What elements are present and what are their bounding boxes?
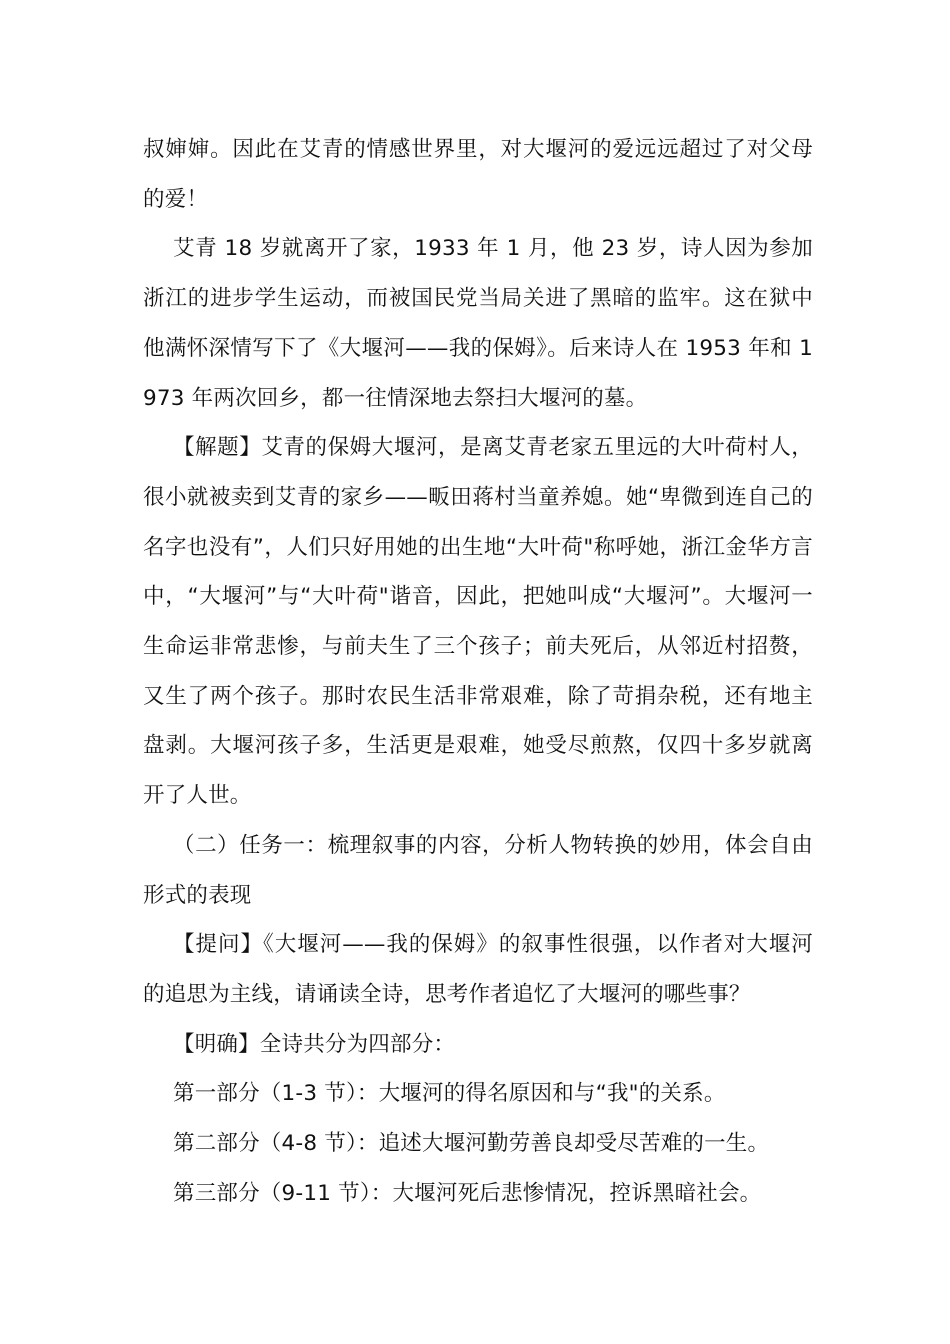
list-item-part-one: 第一部分（1-3 节）：大堰河的得名原因和与“我"的关系。	[173, 1081, 726, 1107]
paragraph-task-heading: （二）任务一：梳理叙事的内容，分析人物转换的妙用，体会自由形式的表现	[143, 832, 813, 908]
document-body	[143, 125, 813, 1218]
paragraph-continuation: 叔婶婶。因此在艾青的情感世界里，对大堰河的爱远远超过了对父母的爱！	[143, 137, 813, 212]
paragraph-title-explanation: 【解题】艾青的保姆大堰河，是离艾青老家五里远的大叶荷村人，很小就被卖到艾青的家乡——畈田蒋村当童养媳。她“卑微到连自己的名字也没有”，人们只好用她的出生地“大叶荷"称呼她，浙江金华方言中，“大堰河”与“大叶荷"谐音，因此，把她叫成“大堰河”。大堰河一生命运非常悲惨，与前夫生了三个孩子；前夫死后，从邻近村招赘，又生了两个孩子。那时农民生活非常艰难，除了苛捐杂税，还有地主盘剥。大堰河孩子多，生活更是艰难，她受尽煎熬，仅四十多岁就离开了人世。	[143, 435, 813, 809]
paragraph-question: 【提问】《大堰河——我的保姆》的叙事性很强，以作者对大堰河的追思为主线，请诵读全诗，思考作者追忆了大堰河的哪些事？	[143, 932, 813, 1007]
paragraph-answer-intro: 【明确】全诗共分为四部分：	[173, 1031, 456, 1057]
list-item-part-two: 第二部分（4-8 节）：追述大堰河勤劳善良却受尽苦难的一生。	[173, 1131, 770, 1157]
paragraph-author-background: 艾青 18 岁就离开了家，1933 年 1 月，他 23 岁，诗人因为参加浙江的进步学生运动，而被国民党当局关进了黑暗的监牢。这在狱中他满怀深情写下了《大堰河——我的保姆》。后来诗人在 1953 年和 1973 年两次回乡，都一往情深地去祭扫大堰河的墓。	[143, 236, 813, 411]
list-item-part-three: 第三部分（9-11 节）：大堰河死后悲惨情况，控诉黑暗社会。	[173, 1180, 762, 1206]
